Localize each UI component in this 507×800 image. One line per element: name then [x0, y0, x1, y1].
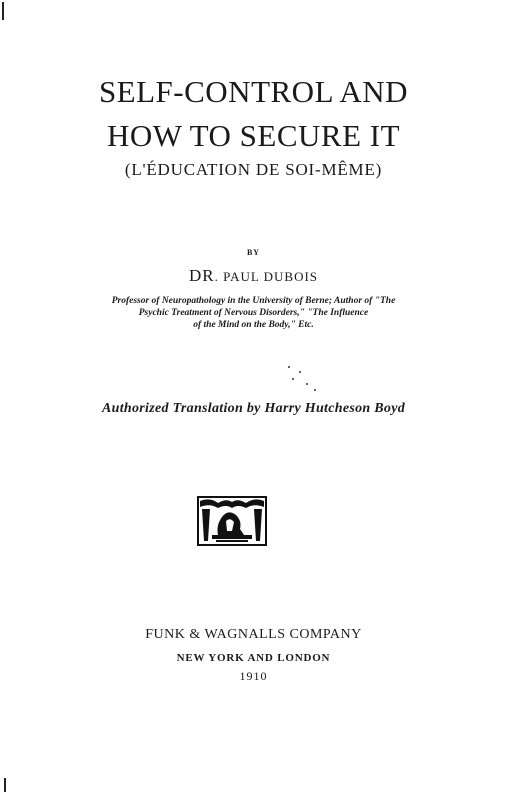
author-prefix: DR [188, 266, 215, 285]
by-label: BY [246, 248, 261, 257]
scan-edge-mark-top [2, 2, 4, 20]
publication-year: 1910 [239, 669, 268, 683]
print-speck [314, 389, 316, 391]
publisher-name: FUNK & WAGNALLS COMPANY [145, 627, 362, 642]
scan-edge-mark-bottom [4, 778, 6, 792]
translation-credit: Authorized Translation by Harry Hutcheson Boyd [101, 401, 406, 416]
book-title-line-2: HOW TO SECURE IT [106, 118, 401, 153]
print-speck [292, 378, 294, 380]
book-title-line-1: SELF-CONTROL AND [98, 74, 409, 109]
print-speck [288, 366, 290, 368]
print-speck [306, 383, 308, 385]
publication-place: NEW YORK AND LONDON [176, 652, 331, 664]
author-credentials [0, 295, 507, 331]
credentials-line-3: of the Mind on the Body," Etc. [193, 320, 314, 330]
author-name-rest: . PAUL DUBOIS [214, 269, 319, 284]
author-name [0, 266, 507, 286]
publisher-emblem-icon [196, 495, 268, 547]
book-subtitle: (L'ÉDUCATION DE SOI-MÊME) [124, 160, 383, 179]
credentials-line-1: Professor of Neuropathology in the University of Berne; Author of "The [111, 296, 396, 306]
credentials-line-2: Psychic Treatment of Nervous Disorders," "The Influence [138, 308, 369, 318]
print-speck [299, 371, 301, 373]
